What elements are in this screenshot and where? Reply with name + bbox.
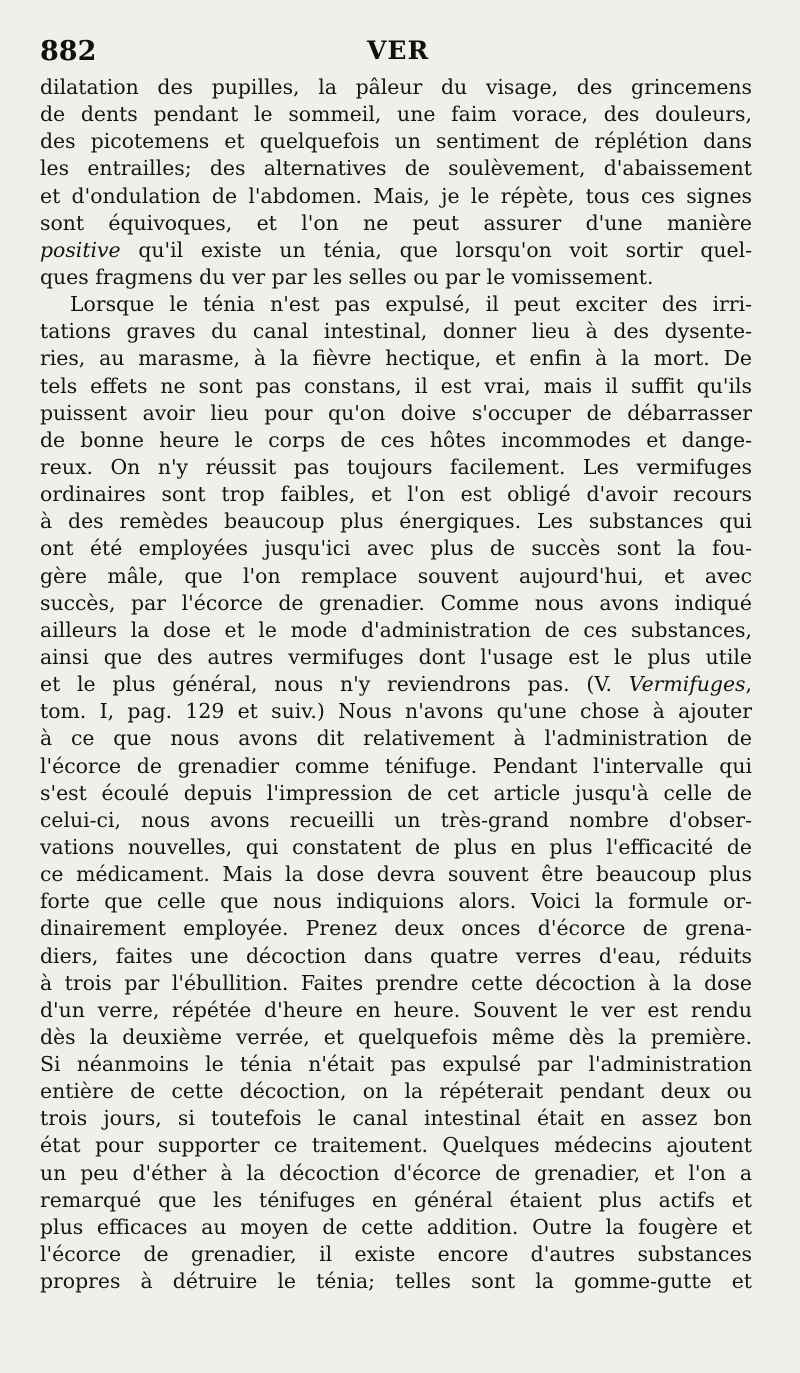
text-line: ries, au marasme, à la fièvre hectique, et enfin à la mort. De: [40, 346, 752, 371]
text-line: remarqué que les ténifuges en général étaient plus actifs et: [40, 1187, 752, 1212]
text-line: à des remèdes beaucoup plus énergiques. Les substances qui: [40, 509, 752, 534]
text-line: dilatation des pupilles, la pâleur du visage, des grincemens: [40, 75, 752, 99]
text-line: propres à détruire le ténia; telles sont la gomme-gutte et: [40, 1269, 752, 1294]
text-line: ont été employées jusqu'ici avec plus de succès sont la fou-: [40, 536, 752, 561]
italic-term: Vermifuges: [628, 672, 746, 697]
text-line: à trois par l'ébullition. Faites prendre cette décoction à la dose: [40, 970, 752, 995]
text-line: l'écorce de grenadier comme ténifuge. Pendant l'intervalle qui: [40, 753, 752, 778]
text-line: tom. I, pag. 129 et suiv.) Nous n'avons qu'une chose à ajouter: [40, 699, 752, 724]
page-header: [40, 36, 800, 70]
page-number: 882: [40, 36, 97, 67]
text-line: vations nouvelles, qui constatent de plus en plus l'efficacité de: [40, 834, 752, 859]
text-line: un peu d'éther à la décoction d'écorce de grenadier, et l'on a: [40, 1160, 752, 1185]
text-line: et d'ondulation de l'abdomen. Mais, je le répète, tous ces signes: [40, 183, 752, 208]
text-line: ailleurs la dose et le mode d'administration de ces substances,: [40, 617, 752, 642]
text-line: diers, faites une décoction dans quatre verres d'eau, réduits: [40, 943, 752, 968]
text-line: d'un verre, répétée d'heure en heure. Souvent le ver est rendu: [40, 997, 752, 1022]
running-head: VER: [367, 36, 430, 65]
text-line: Lorsque le ténia n'est pas expulsé, il peut exciter des irri-: [70, 292, 752, 317]
text-line: celui-ci, nous avons recueilli un très-grand nombre d'obser-: [40, 807, 752, 832]
text-line: l'écorce de grenadier, il existe encore d'autres substances: [40, 1242, 752, 1267]
text-line: des picotemens et quelquefois un sentiment de réplétion dans: [40, 129, 752, 154]
text-line: positive qu'il existe un ténia, que lorsqu'on voit sortir quel-: [40, 237, 752, 262]
text-line: état pour supporter ce traitement. Quelques médecins ajoutent: [40, 1133, 752, 1158]
text-line: ainsi que des autres vermifuges dont l'usage est le plus utile: [40, 644, 752, 669]
body-text: [40, 74, 752, 1295]
text-line: de dents pendant le sommeil, une faim vorace, des douleurs,: [40, 102, 752, 127]
text-line: trois jours, si toutefois le canal intestinal était en assez bon: [40, 1106, 752, 1131]
text-line: ordinaires sont trop faibles, et l'on est obligé d'avoir recours: [40, 482, 752, 507]
text-line: ques fragmens du ver par les selles ou par le vomissement.: [40, 264, 654, 289]
text-line: puissent avoir lieu pour qu'on doive s'occuper de débarrasser: [40, 400, 752, 425]
text-line: forte que celle que nous indiquions alors. Voici la formule or-: [40, 889, 752, 914]
text-line: sont équivoques, et l'on ne peut assurer d'une manière: [40, 210, 752, 235]
text-line: tels effets ne sont pas constans, il est vrai, mais il suffit qu'ils: [40, 373, 752, 398]
text-line: reux. On n'y réussit pas toujours facilement. Les vermifuges: [40, 454, 752, 479]
text-line: de bonne heure le corps de ces hôtes incommodes et dange-: [40, 427, 752, 452]
italic-term: positive: [40, 237, 121, 262]
text-line: les entrailles; des alternatives de soulèvement, d'abaissement: [40, 156, 752, 181]
text-line: succès, par l'écorce de grenadier. Comme nous avons indiqué: [40, 590, 752, 615]
text-line: s'est écoulé depuis l'impression de cet article jusqu'à celle de: [40, 780, 752, 805]
text-line: et le plus général, nous n'y reviendrons pas. (V. Vermifuges,: [40, 672, 752, 697]
text-line: à ce que nous avons dit relativement à l'administration de: [40, 726, 752, 751]
text-line: plus efficaces au moyen de cette addition. Outre la fougère et: [40, 1214, 752, 1239]
text-line: dès la deuxième verrée, et quelquefois même dès la première.: [40, 1024, 752, 1049]
text-line: gère mâle, que l'on remplace souvent aujourd'hui, et avec: [40, 563, 752, 588]
text-line: dinairement employée. Prenez deux onces d'écorce de grena-: [40, 916, 752, 941]
text-line: ce médicament. Mais la dose devra souvent être beaucoup plus: [40, 862, 752, 887]
text-line: tations graves du canal intestinal, donner lieu à des dysente-: [40, 319, 752, 344]
text-line: Si néanmoins le ténia n'était pas expulsé par l'administration: [40, 1052, 752, 1077]
text-line: entière de cette décoction, on la répéterait pendant deux ou: [40, 1079, 752, 1104]
